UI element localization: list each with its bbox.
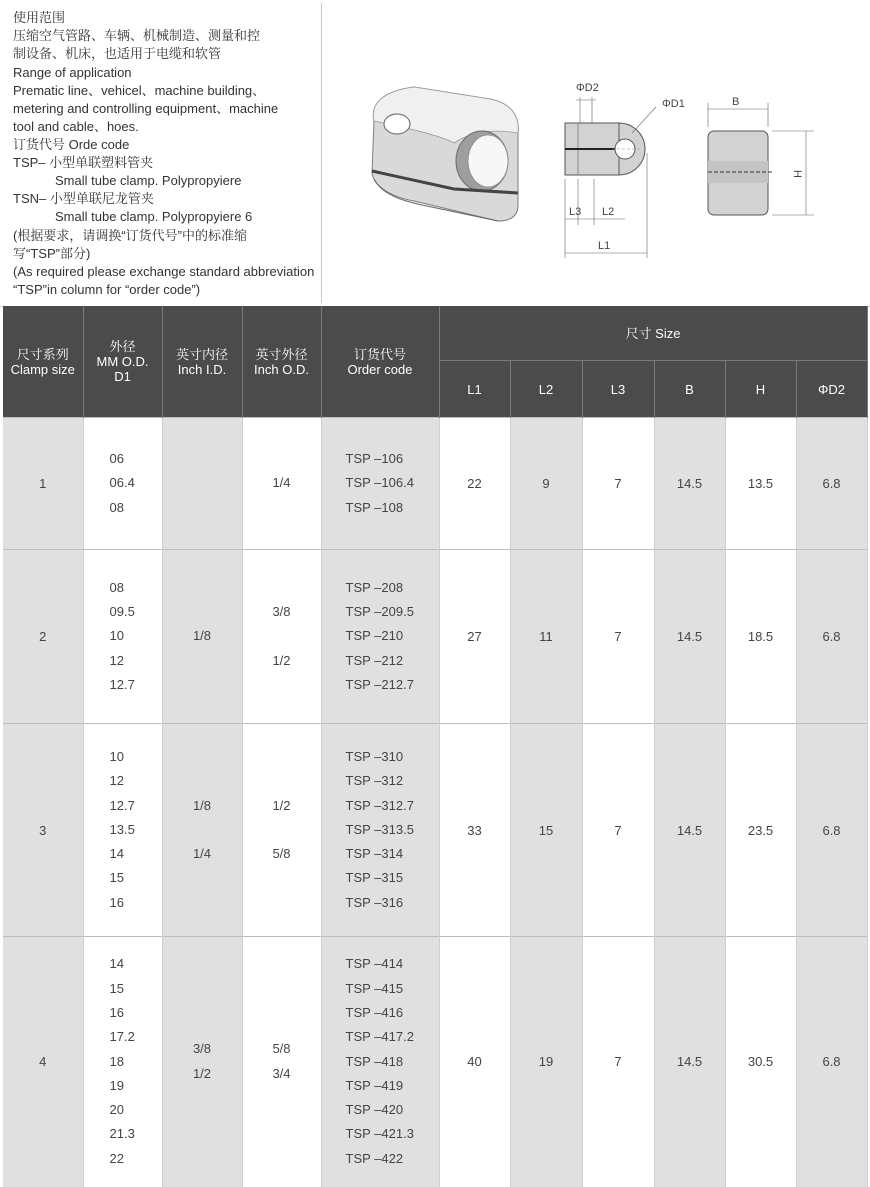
- application-description: [3, 3, 322, 303]
- top-section: [0, 0, 870, 307]
- cell-mm-od: 06 06.4 08: [83, 418, 162, 550]
- label-d1: ΦD1: [662, 98, 685, 110]
- clamp-side-view: [565, 82, 685, 258]
- label-l1: L1: [598, 240, 611, 252]
- header-d2: ΦD2: [796, 361, 867, 418]
- description-line: Small tube clamp. Polypropyiere: [55, 173, 242, 188]
- label-d2: ΦD2: [576, 82, 599, 94]
- description-line: TSP– 小型单联塑料管夹: [13, 155, 154, 170]
- cell-l2: 19: [510, 937, 582, 1187]
- cell-b: 14.5: [654, 550, 725, 724]
- cell-l3: 7: [582, 724, 654, 937]
- header-order-code: 订货代号 Order code: [321, 306, 439, 418]
- description-line: “TSP”in column for “order code”): [13, 282, 201, 297]
- cell-l1: 40: [439, 937, 510, 1187]
- cell-d2: 6.8: [796, 724, 867, 937]
- cell-l2: 11: [510, 550, 582, 724]
- cell-inch-od: 3/8 1/2: [242, 550, 321, 724]
- cell-h: 13.5: [725, 418, 796, 550]
- header-l2: L2: [510, 361, 582, 418]
- table-row: [3, 724, 867, 937]
- product-drawings: [322, 3, 867, 303]
- table-row: [3, 937, 867, 1187]
- cell-l2: 9: [510, 418, 582, 550]
- cell-l1: 22: [439, 418, 510, 550]
- cell-l1: 33: [439, 724, 510, 937]
- cell-l3: 7: [582, 418, 654, 550]
- header-size-group: 尺寸 Size: [439, 306, 867, 361]
- cell-l3: 7: [582, 550, 654, 724]
- table-row: [3, 550, 867, 724]
- cell-order-code: TSP –106 TSP –106.4 TSP –108: [321, 418, 439, 550]
- cell-order-code: TSP –208 TSP –209.5 TSP –210 TSP –212 TSP –212.7: [321, 550, 439, 724]
- label-l2: L2: [602, 206, 615, 218]
- description-line: 制设备、机床，也适用于电缆和软管: [13, 46, 222, 61]
- description-line: 写“TSP”部分): [13, 246, 91, 261]
- cell-d2: 6.8: [796, 550, 867, 724]
- technical-drawing: [322, 3, 867, 303]
- cell-inch-od: 1/2 5/8: [242, 724, 321, 937]
- description-line: 压缩空气管路、车辆、机械制造、测量和控: [13, 28, 261, 43]
- header-l1: L1: [439, 361, 510, 418]
- cell-d2: 6.8: [796, 937, 867, 1187]
- cell-order-code: TSP –310 TSP –312 TSP –312.7 TSP –313.5 TSP –314 TSP –315 TSP –316: [321, 724, 439, 937]
- header-clamp-size: 尺寸系列 Clamp size: [3, 306, 83, 418]
- cell-inch-id: 3/8 1/2: [162, 937, 242, 1187]
- header-h: H: [725, 361, 796, 418]
- cell-h: 23.5: [725, 724, 796, 937]
- description-line: TSN– 小型单联尼龙管夹: [13, 191, 154, 206]
- specifications-table: [3, 306, 868, 1187]
- cell-d2: 6.8: [796, 418, 867, 550]
- header-b: B: [654, 361, 725, 418]
- cell-clamp-size: 1: [3, 418, 83, 550]
- description-line: 订货代号 Orde code: [13, 137, 130, 152]
- cell-l1: 27: [439, 550, 510, 724]
- header-inch-id: 英寸内径 Inch I.D.: [162, 306, 242, 418]
- clamp-3d-illustration: [372, 87, 518, 221]
- cell-mm-od: 08 09.5 10 12 12.7: [83, 550, 162, 724]
- cell-l2: 15: [510, 724, 582, 937]
- description-line: Small tube clamp. Polypropyiere 6: [55, 209, 253, 224]
- cell-inch-od: 5/8 3/4: [242, 937, 321, 1187]
- cell-h: 30.5: [725, 937, 796, 1187]
- cell-inch-id: 1/8 1/4: [162, 724, 242, 937]
- cell-b: 14.5: [654, 418, 725, 550]
- label-l3: L3: [569, 206, 582, 218]
- cell-order-code: TSP –414 TSP –415 TSP –416 TSP –417.2 TSP –418 TSP –419 TSP –420 TSP –421.3 TSP –422: [321, 937, 439, 1187]
- description-line: (As required please exchange standard abbreviation: [13, 264, 315, 279]
- cell-inch-od: 1/4: [242, 418, 321, 550]
- table-row: [3, 418, 867, 550]
- cell-mm-od: 10 12 12.7 13.5 14 15 16: [83, 724, 162, 937]
- description-line: 使用范围: [13, 10, 66, 25]
- description-line: tool and cable、hoes.: [13, 119, 139, 134]
- description-line: Prematic line、vehicel、machine building、: [13, 83, 266, 98]
- cell-l3: 7: [582, 937, 654, 1187]
- cell-mm-od: 14 15 16 17.2 18 19 20 21.3 22: [83, 937, 162, 1187]
- description-line: metering and controlling equipment、machine: [13, 101, 279, 116]
- header-l3: L3: [582, 361, 654, 418]
- cell-b: 14.5: [654, 724, 725, 937]
- cell-b: 14.5: [654, 937, 725, 1187]
- cell-inch-id: [162, 418, 242, 550]
- label-b: B: [732, 96, 740, 108]
- clamp-front-view: [708, 96, 814, 215]
- cell-clamp-size: 2: [3, 550, 83, 724]
- cell-inch-id: 1/8: [162, 550, 242, 724]
- header-mm-od: 外径 MM O.D. D1: [83, 306, 162, 418]
- cell-h: 18.5: [725, 550, 796, 724]
- header-inch-od: 英寸外径 Inch O.D.: [242, 306, 321, 418]
- label-h: H: [791, 170, 803, 178]
- cell-clamp-size: 4: [3, 937, 83, 1187]
- description-line: Range of application: [13, 65, 132, 80]
- description-line: (根据要求，请调换“订货代号”中的标准缩: [13, 228, 247, 243]
- cell-clamp-size: 3: [3, 724, 83, 937]
